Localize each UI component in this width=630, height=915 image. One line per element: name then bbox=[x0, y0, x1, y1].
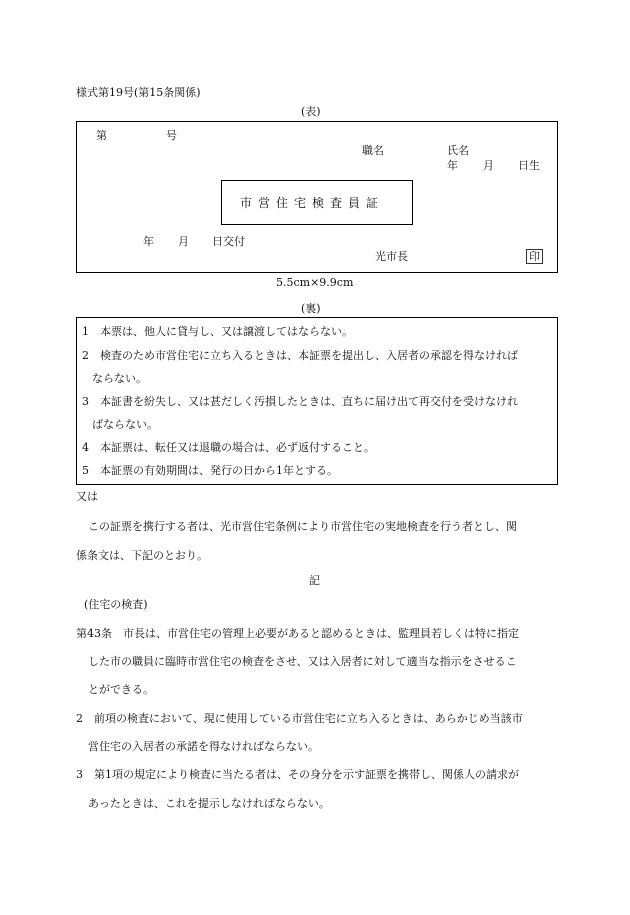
article-43-line-3: とができる。 bbox=[88, 683, 154, 696]
number-prefix: 第 bbox=[96, 129, 107, 142]
back-item-3: 3 本証書を紛失し、又は甚だしく汚損したときは、直ちに届け出て再交付を受けなけれ bbox=[82, 395, 518, 408]
back-item-5: 5 本証票の有効期間は、発行の日から1年とする。 bbox=[82, 464, 338, 477]
position-label: 職名 bbox=[362, 144, 384, 157]
back-item-2-cont: ならない。 bbox=[92, 372, 147, 385]
back-heading: (裏) bbox=[301, 302, 321, 315]
paragraph-3-line-2: あったときは、これを提示しなければならない。 bbox=[88, 797, 330, 810]
card-title: 市営住宅検査員証 bbox=[240, 196, 385, 210]
issuer: 光市長 bbox=[375, 250, 408, 263]
article-43-line-2: した市の職員に臨時市営住宅の検査をさせ、又は入居者に対して適当な指示をさせるこ bbox=[88, 655, 517, 668]
section-title: (住宅の検査) bbox=[84, 598, 148, 611]
seal-mark: 印 bbox=[526, 249, 543, 264]
intro-line-1: この証票を携行する者は、光市営住宅条例により市営住宅の実地検査を行う者とし、関 bbox=[88, 520, 517, 533]
birth-month: 月 bbox=[483, 159, 494, 172]
issue-month: 月 bbox=[178, 235, 189, 248]
back-item-3-cont: ばならない。 bbox=[92, 418, 158, 431]
paragraph-2-line-1: 2 前項の検査において、現に使用している市営住宅に立ち入るときは、あらかじめ当該市 bbox=[76, 712, 523, 725]
size-note: 5.5cm×9.9cm bbox=[276, 276, 354, 289]
back-item-1: 1 本票は、他人に貸与し、又は譲渡してはならない。 bbox=[82, 325, 353, 338]
paragraph-3-line-1: 3 第1項の規定により検査に当たる者は、その身分を示す証票を携帯し、関係人の請求が bbox=[76, 768, 519, 781]
intro-line-2: 係条文は、下記のとおり。 bbox=[76, 549, 208, 562]
birth-day: 日生 bbox=[518, 159, 540, 172]
article-43-line-1: 第43条 市長は、市営住宅の管理上必要があると認めるときは、監理員若しくは特に指定 bbox=[76, 627, 519, 640]
back-item-4: 4 本証票は、転任又は退職の場合は、必ず返付すること。 bbox=[82, 441, 375, 454]
paragraph-2-line-2: 営住宅の入居者の承諾を得なければならない。 bbox=[88, 740, 319, 753]
front-heading: (表) bbox=[301, 105, 321, 118]
ki-marker: 記 bbox=[309, 574, 320, 587]
birth-year: 年 bbox=[447, 159, 458, 172]
form-title: 様式第19号(第15条関係) bbox=[76, 86, 201, 99]
name-label: 氏名 bbox=[447, 144, 469, 157]
number-suffix: 号 bbox=[166, 129, 177, 142]
or-label: 又は bbox=[76, 490, 98, 503]
back-item-2: 2 検査のため市営住宅に立ち入るときは、本証票を提出し、入居者の承認を得なければ bbox=[82, 349, 518, 362]
issue-day: 日交付 bbox=[212, 235, 245, 248]
issue-year: 年 bbox=[143, 235, 154, 248]
